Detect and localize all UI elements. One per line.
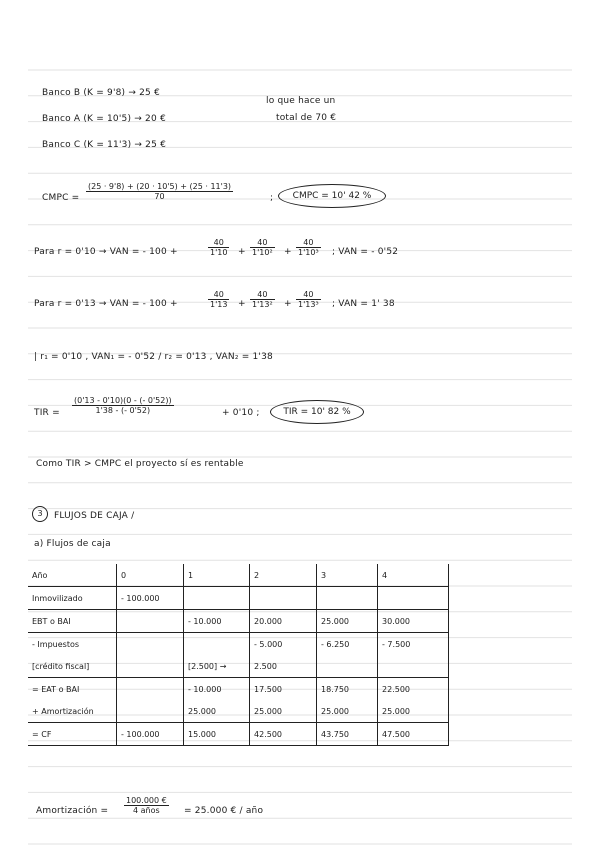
van1-frac1 [208, 238, 229, 257]
table-cell: - 6.250 [317, 633, 378, 656]
table-row [28, 655, 449, 678]
amortization-denominator: 4 años [133, 806, 160, 815]
header-col: 1 [184, 564, 250, 587]
van2-frac2 [250, 290, 275, 309]
total-note-line2: total de 70 € [276, 113, 337, 123]
van2-frac3 [296, 290, 321, 309]
table-cell [317, 655, 378, 678]
table-cell: 25.000 [378, 700, 449, 723]
table-cell: - 7.500 [378, 633, 449, 656]
section-number-circle: 3 [32, 506, 48, 522]
table-cell: - 100.000 [117, 587, 184, 610]
table-row [28, 678, 449, 701]
amortization-numerator: 100.000 € [126, 796, 167, 805]
van1-frac3-den: 1'10³ [298, 248, 319, 257]
table-row [28, 633, 449, 656]
table-cell: 42.500 [250, 723, 317, 746]
row-label: Inmovilizado [28, 587, 117, 610]
table-cell [250, 587, 317, 610]
van1-frac3-num: 40 [296, 238, 321, 248]
conclusion-text: Como TIR > CMPC el proyecto sí es rentable [36, 459, 244, 469]
header-year: Año [28, 564, 117, 587]
header-col: 3 [317, 564, 378, 587]
rates-summary: | r₁ = 0'10 , VAN₁ = - 0'52 / r₂ = 0'13 , VAN₂ = 1'38 [34, 352, 273, 362]
table-cell [117, 700, 184, 723]
table-cell [378, 655, 449, 678]
cmpc-numerator: (25 · 9'8) + (20 · 10'5) + (25 · 11'3) [88, 182, 232, 191]
row-label: EBT o BAI [28, 610, 117, 633]
table-cell: 15.000 [184, 723, 250, 746]
table-cell: 2.500 [250, 655, 317, 678]
tir-suffix: + 0'10 ; [222, 408, 260, 418]
cmpc-fraction [86, 182, 233, 201]
van1-text: Para r = 0'10 → VAN = - 100 + [34, 247, 178, 257]
section-subtitle: a) Flujos de caja [34, 539, 111, 549]
van2-frac1-num: 40 [208, 290, 229, 300]
table-cell [117, 678, 184, 701]
van1-frac2 [250, 238, 275, 257]
table-cell: 30.000 [378, 610, 449, 633]
van2-frac3-num: 40 [296, 290, 321, 300]
table-cell [117, 633, 184, 656]
table-header-row [28, 564, 449, 587]
table-row [28, 610, 449, 633]
cmpc-prefix: CMPC = [42, 193, 80, 203]
table-cell [317, 587, 378, 610]
table-cell [117, 655, 184, 678]
van2-frac1 [208, 290, 229, 309]
van1-frac2-num: 40 [250, 238, 275, 248]
van2-frac1-den: 1'13 [210, 300, 228, 309]
tir-result-circled: TIR = 10' 82 % [270, 400, 364, 424]
van1-result: ; VAN = - 0'52 [332, 247, 399, 257]
van2-frac3-den: 1'13³ [298, 300, 319, 309]
total-note-line1: lo que hace un [266, 96, 336, 106]
table-row [28, 587, 449, 610]
semicolon: ; [270, 193, 274, 203]
table-cell [378, 587, 449, 610]
plus-sign: + [238, 299, 246, 309]
van1-frac1-num: 40 [208, 238, 229, 248]
bank-c-line: Banco C (K = 11'3) → 25 € [42, 140, 166, 150]
table-cell: 20.000 [250, 610, 317, 633]
table-cell: - 5.000 [250, 633, 317, 656]
table-cell: 22.500 [378, 678, 449, 701]
bank-b-line: Banco B (K = 9'8) → 25 € [42, 88, 160, 98]
table-cell: [2.500] → [184, 655, 250, 678]
tir-fraction [72, 396, 174, 415]
plus-sign: + [238, 247, 246, 257]
bank-a-line: Banco A (K = 10'5) → 20 € [42, 114, 166, 124]
header-col: 4 [378, 564, 449, 587]
table-cell: 25.000 [184, 700, 250, 723]
table-cell: 25.000 [317, 700, 378, 723]
table-cell: 17.500 [250, 678, 317, 701]
tir-prefix: TIR = [34, 408, 60, 418]
van2-frac2-den: 1'13² [252, 300, 273, 309]
row-label: = CF [28, 723, 117, 746]
cmpc-result-circled: CMPC = 10' 42 % [278, 184, 386, 208]
plus-sign: + [284, 247, 292, 257]
tir-denominator: 1'38 - (- 0'52) [95, 406, 151, 415]
header-col: 2 [250, 564, 317, 587]
amortization-prefix: Amortización = [36, 806, 109, 816]
row-label: [crédito fiscal] [28, 655, 117, 678]
van2-result: ; VAN = 1' 38 [332, 299, 395, 309]
row-label: - Impuestos [28, 633, 117, 656]
table-cell: - 10.000 [184, 678, 250, 701]
van2-text: Para r = 0'13 → VAN = - 100 + [34, 299, 178, 309]
table-cell [184, 587, 250, 610]
table-cell: 18.750 [317, 678, 378, 701]
cmpc-denominator: 70 [154, 192, 165, 201]
row-label: = EAT o BAI [28, 678, 117, 701]
table-row [28, 700, 449, 723]
tir-numerator: (0'13 - 0'10)(0 - (- 0'52)) [74, 396, 172, 405]
van1-frac3 [296, 238, 321, 257]
table-cell: 25.000 [317, 610, 378, 633]
table-cell: 47.500 [378, 723, 449, 746]
amortization-suffix: = 25.000 € / año [184, 806, 264, 816]
van2-frac2-num: 40 [250, 290, 275, 300]
plus-sign: + [284, 299, 292, 309]
cash-flow-table [28, 564, 449, 746]
table-cell: 43.750 [317, 723, 378, 746]
row-label: + Amortización [28, 700, 117, 723]
section-title: FLUJOS DE CAJA / [54, 511, 135, 521]
table-row [28, 723, 449, 746]
table-cell: - 100.000 [117, 723, 184, 746]
table-cell [117, 610, 184, 633]
van1-frac1-den: 1'10 [210, 248, 228, 257]
header-col: 0 [117, 564, 184, 587]
table-cell [184, 633, 250, 656]
table-cell: 25.000 [250, 700, 317, 723]
table-cell: - 10.000 [184, 610, 250, 633]
van1-frac2-den: 1'10² [252, 248, 273, 257]
amortization-fraction [124, 796, 169, 815]
